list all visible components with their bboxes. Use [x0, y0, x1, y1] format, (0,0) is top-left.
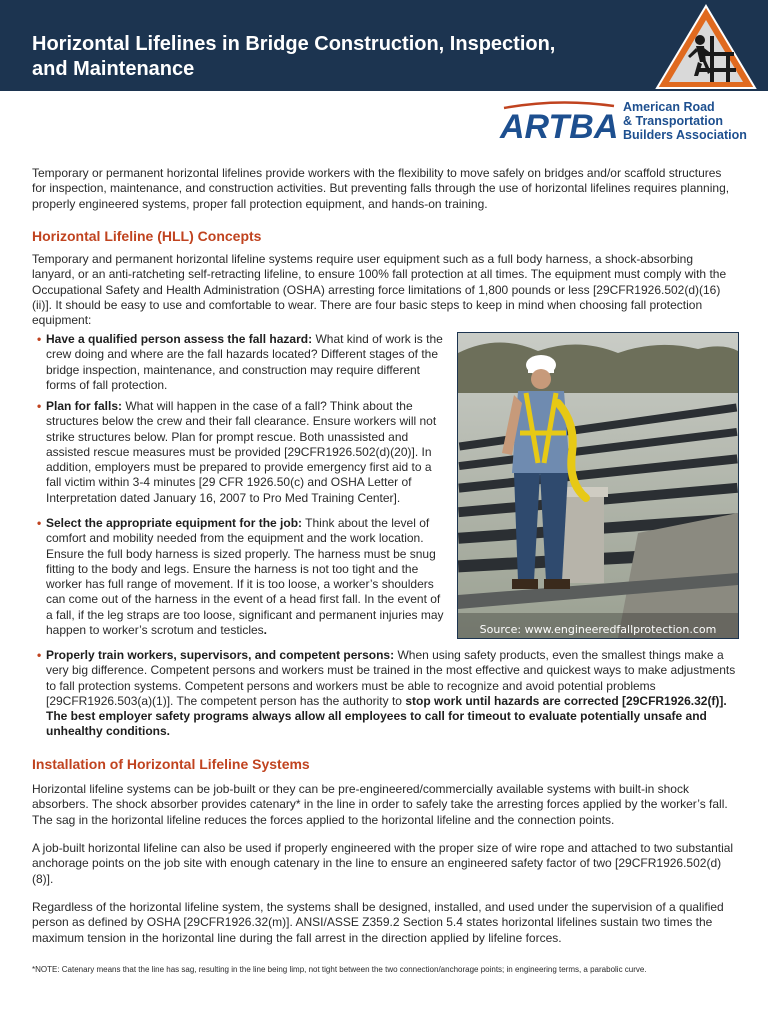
section-heading-installation: Installation of Horizontal Lifeline Systems — [32, 756, 310, 772]
list-item-lead: Properly train workers, supervisors, and competent persons: — [46, 648, 395, 662]
list-item — [37, 648, 737, 740]
bridge-worker-image — [458, 333, 738, 638]
bullet-dot-icon: • — [37, 648, 42, 662]
footnote: *NOTE: Catenary means that the line has sag, resulting in the line being limp, not tight between the two connection/anchorage points; in engineering terms, a parabolic curve. — [32, 965, 647, 974]
hll-concepts-paragraph: Temporary and permanent horizontal lifeline systems require user equipment such as a full body harness, a shock-absorbing lanyard, or an anti-ratcheting self-retracting lifeline, to ensure 100% fall protection at all times. The equipment must comply with the Occupational Safety and Health Administration (OSHA) arresting force limitations of 1,800 pounds or less [29CFR1926.502(d)(16)(ii)]. It should be easy to use and comfortable to wear. There are four basic steps to keep in mind when choosing fall protection equipment: — [32, 252, 727, 328]
list-item-body: What kind of work is the crew doing and where are the fall hazards located? Different stages of the bridge inspection, maintenance, and construction may require different forms of fall protection. — [46, 332, 443, 392]
list-item — [37, 332, 447, 393]
org-name — [623, 100, 763, 142]
bullet-dot-icon: • — [37, 332, 42, 346]
worker-photo — [457, 332, 739, 639]
list-item-text — [46, 332, 447, 393]
bullet-dot-icon: • — [37, 399, 42, 413]
list-item-body: When using safety products, even the smallest things make a very big difference. Competent persons and workers must be trained in the most effective and quickest ways to make adjustments to fall protection systems. Competent persons and workers must be able to recognize and avoid potential problems [29CFR1926.503(a)(1)]. The competent person has the authority to — [46, 648, 736, 708]
installation-paragraph-1: Horizontal lifeline systems can be job-built or they can be pre-engineered/commercially available systems with built-in shock absorbers. The shock absorber provides catenary* in the line in order to safely take the arresting forces applied by the worker’s fall. The sag in the horizontal lifeline reduces the forces applied to the horizontal lifeline and the connection points. — [32, 782, 728, 827]
list-item-text — [46, 648, 737, 740]
list-item-text — [46, 399, 447, 506]
list-item-tail: . — [263, 623, 268, 638]
list-item-lead: Select the appropriate equipment for the job: — [46, 516, 303, 530]
list-item — [37, 516, 447, 638]
fall-hazard-icon — [654, 4, 758, 92]
installation-paragraph-2: A job-built horizontal lifeline can also be used if properly engineered with the proper size of wire rope and attached to two substantial anchorage points on the job site with enough catenary in the line to ensure an engineered safety factor of two [29CFR1926.502(d)(8)]. — [32, 841, 734, 886]
org-name-line-1: American Road — [623, 100, 715, 114]
list-item-lead: Plan for falls: — [46, 399, 123, 413]
section-heading-hll-concepts: Horizontal Lifeline (HLL) Concepts — [32, 228, 262, 244]
page-title-line-2: and Maintenance — [32, 58, 195, 80]
header-banner — [0, 0, 768, 91]
list-item — [37, 399, 447, 506]
svg-text:ARTBA: ARTBA — [500, 108, 618, 144]
list-item-strong: stop work until hazards are corrected [29CFR1926.32(f)]. The best employer safety programs always allow all employees to call for timeout to evaluate potentially unsafe and unhealthy conditions. — [46, 693, 727, 739]
photo-caption: Source: www.engineeredfallprotection.com — [479, 623, 717, 636]
list-item-body: Think about the level of comfort and mobility needed from the equipment and the work location. Ensure the full body harness is sized properly. The harness must be snug fitting to the body and legs. Ensure the harness is not too tight and the worker has full range of movement. If it is too loose, a worker’s shoulders can come out of the harness in the event of a head first fall. In the event of a fall, if the leg straps are too loose, significant and permanent injuries may happen to worker’s scrotum and testicles — [46, 516, 444, 638]
org-name-line-2: & Transportation — [623, 114, 724, 128]
installation-paragraph-3: Regardless of the horizontal lifeline system, the systems shall be designed, installed, and used under the supervision of a qualified person as defined by OSHA [29CFR1926.32(m)]. ANSI/ASSE Z359.2 Section 5.4 states horizontal lifelines sustain two times the maximum tension in the horizontal line during the fall arrest in the direction applied by lifeline forces. — [32, 900, 724, 945]
bullet-dot-icon: • — [37, 516, 42, 530]
intro-paragraph: Temporary or permanent horizontal lifelines provide workers with the flexibility to move safely on bridges and/or scaffold structures for inspection, maintenance, and construction activities. But preventing falls through the use of horizontal lifelines requires planning, properly engineered systems, proper fall protection equipment, and hands-on training. — [32, 166, 730, 211]
list-item-body: What will happen in the case of a fall? Think about the structures below the crew and their fall clearance. Ensure workers will not strike structures below. Plan for prompt rescue. Both unassisted and assisted rescue measures must be provided [29CFR1926.502(d)(20)]. In addition, employers must be prepared to provide emergency first aid to a fall victim within 3-4 minutes [29 CFR 1926.50(c) and OSHA Letter of Interpretation dated January 16, 2007 to Pro Med Training Center]. — [46, 399, 437, 505]
list-item-lead: Have a qualified person assess the fall hazard: — [46, 332, 313, 346]
org-name-line-3: Builders Association — [623, 128, 747, 142]
artba-logo-icon — [498, 100, 618, 144]
page-title — [32, 32, 632, 82]
page-title-line-1: Horizontal Lifelines in Bridge Construction, Inspection, — [32, 33, 556, 55]
list-item-text — [46, 516, 447, 638]
